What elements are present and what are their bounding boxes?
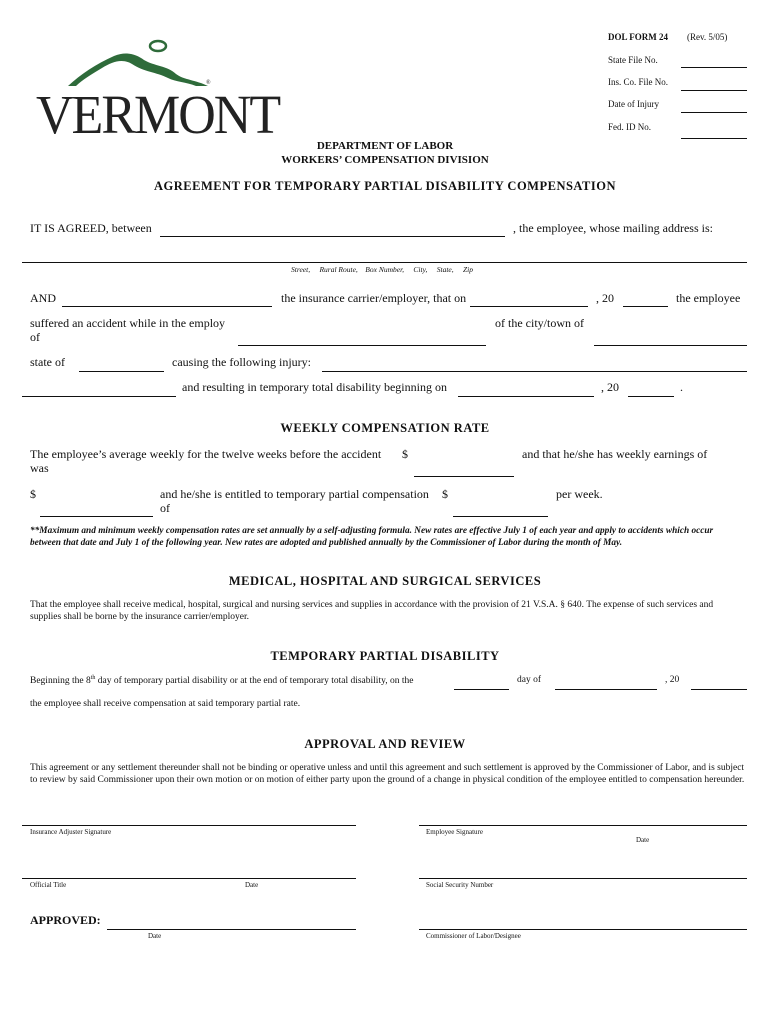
employee-address-label: , the employee, whose mailing address is: — [513, 221, 713, 235]
adjuster-signature-field[interactable] — [22, 825, 356, 826]
ins-co-file-label: Ins. Co. File No. — [608, 77, 669, 87]
rate-note: **Maximum and minimum weekly compensation rates are set annually by a self-adjusting formula. New rates are effective July 1 of each year and apply to accidents which occur between that date and July 1 of the following year. New rates are adopted and published annually by the Commissioner of Labor during the month of May. — [30, 526, 714, 548]
and-label: AND — [30, 291, 56, 305]
suffered-label: suffered an accident while in the employ — [30, 316, 226, 330]
avg-weekly-wage-field[interactable] — [414, 476, 514, 477]
city-town-field[interactable] — [594, 345, 747, 346]
department-line1: DEPARTMENT OF LABOR — [316, 140, 454, 152]
medical-text: That the employee shall receive medical, hospital, surgical and nursing services and supplies in accordance with the provision of 21 V.S.A. § 640. The expense of such services and supplies shall be borne by the insurance carrier/employer. — [30, 600, 714, 622]
employer-field[interactable] — [238, 345, 486, 346]
dollar-sign-2: $ — [30, 487, 36, 501]
carrier-that-on-label: the insurance carrier/employer, that on — [281, 291, 467, 305]
page-title: AGREEMENT FOR TEMPORARY PARTIAL DISABILITY COMPENSATION — [154, 179, 616, 193]
tpd-year-field[interactable] — [691, 689, 747, 690]
state-file-label: State File No. — [608, 55, 658, 65]
tpd-day-field[interactable] — [454, 689, 509, 690]
period-label: . — [680, 380, 683, 394]
commissioner-label: Commissioner of Labor/Designee — [426, 932, 521, 940]
vermont-wordmark: VERMONT — [36, 85, 280, 146]
date-of-injury-label: Date of Injury — [608, 99, 659, 109]
entitled-label: and he/she is entitled to temporary partial compensation — [160, 487, 429, 501]
compensation-rate-field[interactable] — [453, 516, 548, 517]
avg-weekly-was-label: was — [30, 461, 49, 475]
dollar-sign-3: $ — [442, 487, 448, 501]
employee-signature-label: Employee Signature — [426, 828, 483, 836]
official-date-label: Date — [245, 881, 259, 889]
approval-heading: APPROVAL AND REVIEW — [304, 737, 466, 751]
tpd-heading: TEMPORARY PARTIAL DISABILITY — [270, 649, 500, 663]
state-of-label: state of — [30, 355, 65, 369]
avg-weekly-label: The employee’s average weekly for the twelve weeks before the accident — [30, 447, 382, 461]
weekly-earnings-label: and that he/she has weekly earnings of — [522, 447, 708, 461]
tpd-month-field[interactable] — [555, 689, 657, 690]
dollar-sign-1: $ — [402, 447, 408, 461]
ttd-year-field[interactable] — [628, 396, 674, 397]
tpd-beginning-text: Beginning the 8th day of temporary partial disability or at the end of temporary total disability, on the — [30, 675, 414, 687]
the-employee-label: the employee — [676, 291, 741, 305]
injury-field[interactable] — [322, 371, 747, 372]
tpd-shall-receive: the employee shall receive compensation at said temporary partial rate. — [30, 699, 301, 709]
weekly-earnings-field[interactable] — [40, 516, 153, 517]
ssn-field[interactable] — [419, 878, 747, 879]
ins-co-file-field[interactable] — [681, 90, 747, 91]
department-line2: WORKERS’ COMPENSATION DIVISION — [281, 154, 489, 166]
form-id: DOL FORM 24 — [608, 32, 668, 42]
ssn-label: Social Security Number — [426, 881, 494, 889]
date-of-injury-field[interactable] — [681, 112, 747, 113]
employee-signature-field[interactable] — [419, 825, 747, 826]
suffered-of-label: of — [30, 330, 40, 344]
adjuster-signature-label: Insurance Adjuster Signature — [30, 828, 112, 836]
official-title-label: Official Title — [30, 881, 67, 889]
employee-signature-date-label: Date — [636, 836, 650, 844]
address-field[interactable] — [22, 262, 747, 263]
state-file-field[interactable] — [681, 67, 747, 68]
fed-id-field[interactable] — [681, 138, 747, 139]
city-town-label: of the city/town of — [495, 316, 584, 330]
accident-date-field[interactable] — [470, 306, 588, 307]
address-caption: Street, Rural Route, Box Number, City, State, Zip — [291, 265, 473, 274]
approved-label: APPROVED: — [30, 913, 101, 927]
approval-text: This agreement or any settlement thereunder shall not be binding or operative unless and until this agreement and such settlement is approved by the Commissioner of Labor, and is subject to review by said Commissioner upon their own motion or on motion of either party upon the ground of a change in physical condition of the employee entitled to compensation hereunder. — [30, 763, 745, 785]
agreed-between-label: IT IS AGREED, between — [30, 221, 152, 235]
resulting-label: and resulting in temporary total disability beginning on — [182, 380, 447, 394]
year-label: , 20 — [596, 291, 614, 305]
state-field[interactable] — [79, 371, 164, 372]
commissioner-signature-field[interactable] — [419, 929, 747, 930]
employee-name-field[interactable] — [160, 236, 505, 237]
weekly-rate-heading: WEEKLY COMPENSATION RATE — [280, 421, 490, 435]
accident-year-field[interactable] — [623, 306, 668, 307]
injury-continued-field[interactable] — [22, 396, 176, 397]
per-week-label: per week. — [556, 487, 603, 501]
tpd-day-of-label: day of — [517, 675, 542, 685]
ttd-begin-date-field[interactable] — [458, 396, 594, 397]
vermont-logo — [36, 36, 280, 146]
carrier-name-field[interactable] — [62, 306, 272, 307]
fed-id-label: Fed. ID No. — [608, 122, 651, 132]
tpd-year-label: , 20 — [665, 675, 680, 685]
medical-heading: MEDICAL, HOSPITAL AND SURGICAL SERVICES — [228, 574, 542, 588]
approval-date-field[interactable] — [107, 929, 356, 930]
causing-injury-label: causing the following injury: — [172, 355, 311, 369]
entitled-of-label: of — [160, 501, 170, 515]
official-title-field[interactable] — [22, 878, 356, 879]
form-revision: (Rev. 5/05) — [687, 32, 728, 42]
registered-mark: ® — [206, 80, 211, 86]
approval-date-label: Date — [148, 932, 162, 940]
ttd-year-label: , 20 — [601, 380, 619, 394]
